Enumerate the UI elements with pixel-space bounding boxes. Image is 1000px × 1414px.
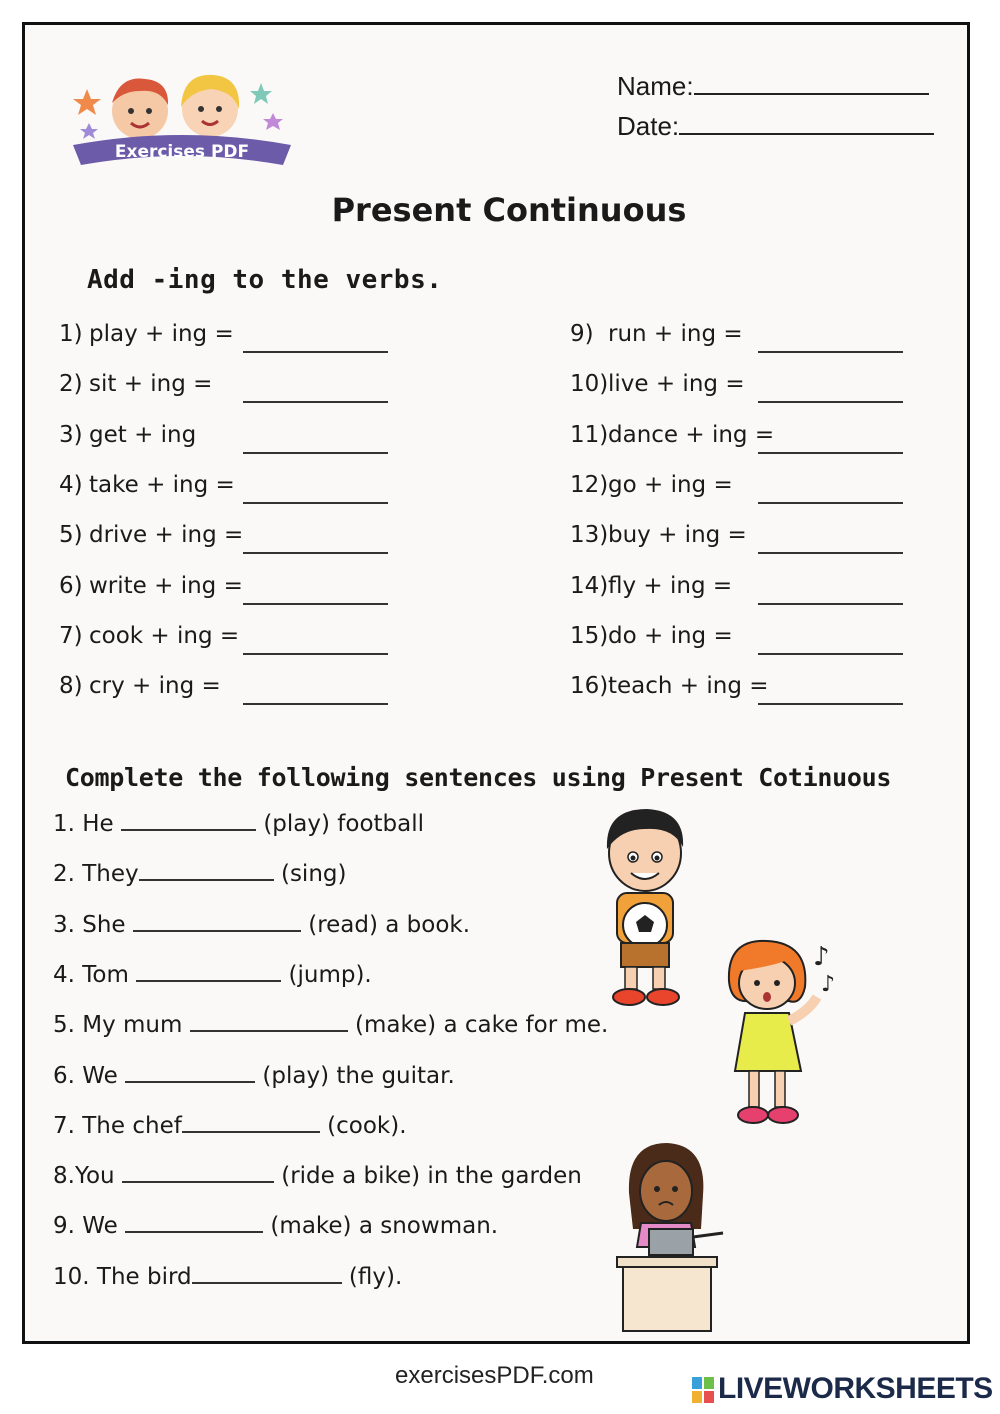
sentence-end: (play) the guitar. bbox=[255, 1062, 455, 1089]
date-field[interactable] bbox=[617, 109, 934, 142]
sentence-start: 3. She bbox=[53, 911, 133, 938]
item-number: 6) bbox=[59, 572, 83, 599]
verb-item bbox=[59, 673, 221, 699]
answer-blank[interactable] bbox=[139, 859, 274, 881]
verb-text: write + ing = bbox=[89, 572, 243, 599]
answer-blank[interactable] bbox=[122, 1161, 274, 1183]
singing-girl-illustration bbox=[709, 931, 839, 1131]
sentence-item bbox=[53, 910, 470, 938]
answer-blank[interactable] bbox=[243, 603, 388, 605]
answer-blank[interactable] bbox=[243, 401, 388, 403]
answer-blank[interactable] bbox=[758, 552, 903, 554]
answer-blank[interactable] bbox=[758, 452, 903, 454]
verb-text: live + ing = bbox=[608, 371, 745, 398]
sentence-start: 5. My mum bbox=[53, 1012, 190, 1039]
sentence-item bbox=[53, 809, 424, 837]
girl-cooking-illustration bbox=[611, 1133, 741, 1333]
verb-text: do + ing = bbox=[608, 622, 733, 649]
verb-text: get + ing bbox=[89, 421, 197, 448]
verb-item bbox=[59, 472, 235, 498]
verb-text: buy + ing = bbox=[608, 522, 747, 549]
sentence-item bbox=[53, 1161, 582, 1189]
sentence-start: 4. Tom bbox=[53, 961, 137, 988]
liveworksheets-brand[interactable] bbox=[692, 1372, 993, 1406]
liveworksheets-label: LIVEWORKSHEETS bbox=[718, 1372, 993, 1405]
verb-text: dance + ing = bbox=[608, 421, 775, 448]
verb-item bbox=[570, 371, 745, 397]
name-field[interactable] bbox=[617, 69, 929, 102]
sentence-start: 8.You bbox=[53, 1163, 122, 1190]
name-blank[interactable] bbox=[694, 69, 929, 95]
verb-item bbox=[59, 371, 212, 397]
sentence-end: (ride a bike) in the garden bbox=[273, 1163, 582, 1190]
liveworksheets-icon bbox=[692, 1377, 714, 1403]
verb-text: cry + ing = bbox=[89, 673, 221, 700]
svg-text:♪: ♪ bbox=[821, 972, 836, 997]
item-number: 13) bbox=[570, 522, 609, 549]
answer-blank[interactable] bbox=[758, 703, 903, 705]
answer-blank[interactable] bbox=[758, 351, 903, 353]
sentence-end: (sing) bbox=[273, 861, 347, 888]
item-number: 16) bbox=[570, 673, 609, 700]
sentence-end: (make) a cake for me. bbox=[347, 1012, 609, 1039]
verb-item bbox=[59, 573, 243, 599]
answer-blank[interactable] bbox=[133, 910, 301, 932]
item-number: 2) bbox=[59, 371, 83, 398]
verb-item bbox=[570, 573, 732, 599]
verb-text: go + ing = bbox=[608, 471, 733, 498]
sentence-item bbox=[53, 859, 346, 887]
boy-with-football-illustration bbox=[585, 801, 705, 1011]
item-number: 4) bbox=[59, 471, 83, 498]
verb-item bbox=[570, 472, 733, 498]
sentence-item bbox=[53, 1211, 498, 1239]
answer-blank[interactable] bbox=[243, 502, 388, 504]
answer-blank[interactable] bbox=[190, 1010, 348, 1032]
answer-blank[interactable] bbox=[758, 401, 903, 403]
sentence-start: 1. He bbox=[53, 811, 122, 837]
item-number: 1) bbox=[59, 321, 83, 347]
verb-item bbox=[570, 673, 769, 699]
verb-text: take + ing = bbox=[89, 471, 235, 498]
exercises-pdf-logo bbox=[65, 61, 300, 181]
sentence-start: 7. The chef bbox=[53, 1112, 182, 1139]
verb-item bbox=[570, 422, 774, 448]
item-number: 10) bbox=[570, 371, 609, 398]
footer-site: exercisesPDF.com bbox=[395, 1362, 594, 1389]
answer-blank[interactable] bbox=[243, 703, 388, 705]
name-label: Name: bbox=[617, 71, 694, 101]
page-title: Present Continuous bbox=[331, 191, 687, 229]
verb-item bbox=[59, 623, 239, 649]
verb-text: teach + ing = bbox=[608, 673, 769, 700]
answer-blank[interactable] bbox=[243, 351, 388, 353]
verb-text: cook + ing = bbox=[89, 622, 240, 649]
verb-item bbox=[59, 422, 196, 448]
sentence-item bbox=[53, 1010, 608, 1038]
verb-text: drive + ing = bbox=[89, 522, 244, 549]
sentence-start: 6. We bbox=[53, 1062, 126, 1089]
sentence-end: (cook). bbox=[319, 1112, 407, 1139]
sentence-item bbox=[53, 1262, 402, 1290]
section1-heading: Add -ing to the verbs. bbox=[87, 265, 443, 295]
answer-blank[interactable] bbox=[121, 809, 256, 831]
answer-blank[interactable] bbox=[125, 1211, 263, 1233]
sentence-end: (play) football bbox=[256, 811, 425, 837]
verb-text: fly + ing = bbox=[608, 572, 733, 599]
item-number: 11) bbox=[570, 421, 609, 448]
answer-blank[interactable] bbox=[136, 960, 281, 982]
date-blank[interactable] bbox=[679, 109, 934, 135]
item-number: 9) bbox=[570, 321, 594, 347]
item-number: 8) bbox=[59, 673, 83, 700]
star-icon bbox=[73, 89, 101, 115]
verb-text: play + ing = bbox=[89, 321, 234, 347]
answer-blank[interactable] bbox=[182, 1111, 320, 1133]
answer-blank[interactable] bbox=[243, 552, 388, 554]
verb-item bbox=[59, 321, 234, 347]
answer-blank[interactable] bbox=[758, 653, 903, 655]
verb-item bbox=[570, 623, 733, 649]
item-number: 12) bbox=[570, 471, 609, 498]
sentence-start: 10. The bird bbox=[53, 1263, 192, 1290]
item-number: 5) bbox=[59, 522, 83, 549]
item-number: 14) bbox=[570, 572, 609, 599]
svg-text:♪: ♪ bbox=[813, 942, 830, 972]
answer-blank[interactable] bbox=[125, 1061, 255, 1083]
item-number: 15) bbox=[570, 622, 609, 649]
verb-text: run + ing = bbox=[608, 321, 743, 347]
verb-item bbox=[570, 522, 747, 548]
sentence-item bbox=[53, 960, 372, 988]
date-label: Date: bbox=[617, 111, 680, 141]
answer-blank[interactable] bbox=[192, 1262, 342, 1284]
item-number: 7) bbox=[59, 622, 83, 649]
answer-blank[interactable] bbox=[243, 653, 388, 655]
answer-blank[interactable] bbox=[758, 603, 903, 605]
verb-item bbox=[59, 522, 243, 548]
worksheet-page bbox=[22, 22, 970, 1344]
logo-text: Exercises PDF bbox=[114, 142, 250, 162]
answer-blank[interactable] bbox=[758, 502, 903, 504]
sentence-item bbox=[53, 1111, 407, 1139]
answer-blank[interactable] bbox=[243, 452, 388, 454]
sentence-item bbox=[53, 1061, 455, 1089]
verb-text: sit + ing = bbox=[89, 371, 213, 398]
sentence-start: 9. We bbox=[53, 1213, 126, 1240]
verb-item bbox=[570, 321, 743, 347]
sentence-end: (make) a snowman. bbox=[263, 1213, 499, 1240]
sentence-end: (read) a book. bbox=[300, 911, 471, 938]
item-number: 3) bbox=[59, 421, 83, 448]
section2-heading: Complete the following sentences using Present Cotinuous bbox=[65, 763, 892, 792]
sentence-end: (jump). bbox=[281, 961, 372, 988]
sentence-start: 2. They bbox=[53, 861, 139, 888]
sentence-end: (fly). bbox=[341, 1263, 403, 1290]
